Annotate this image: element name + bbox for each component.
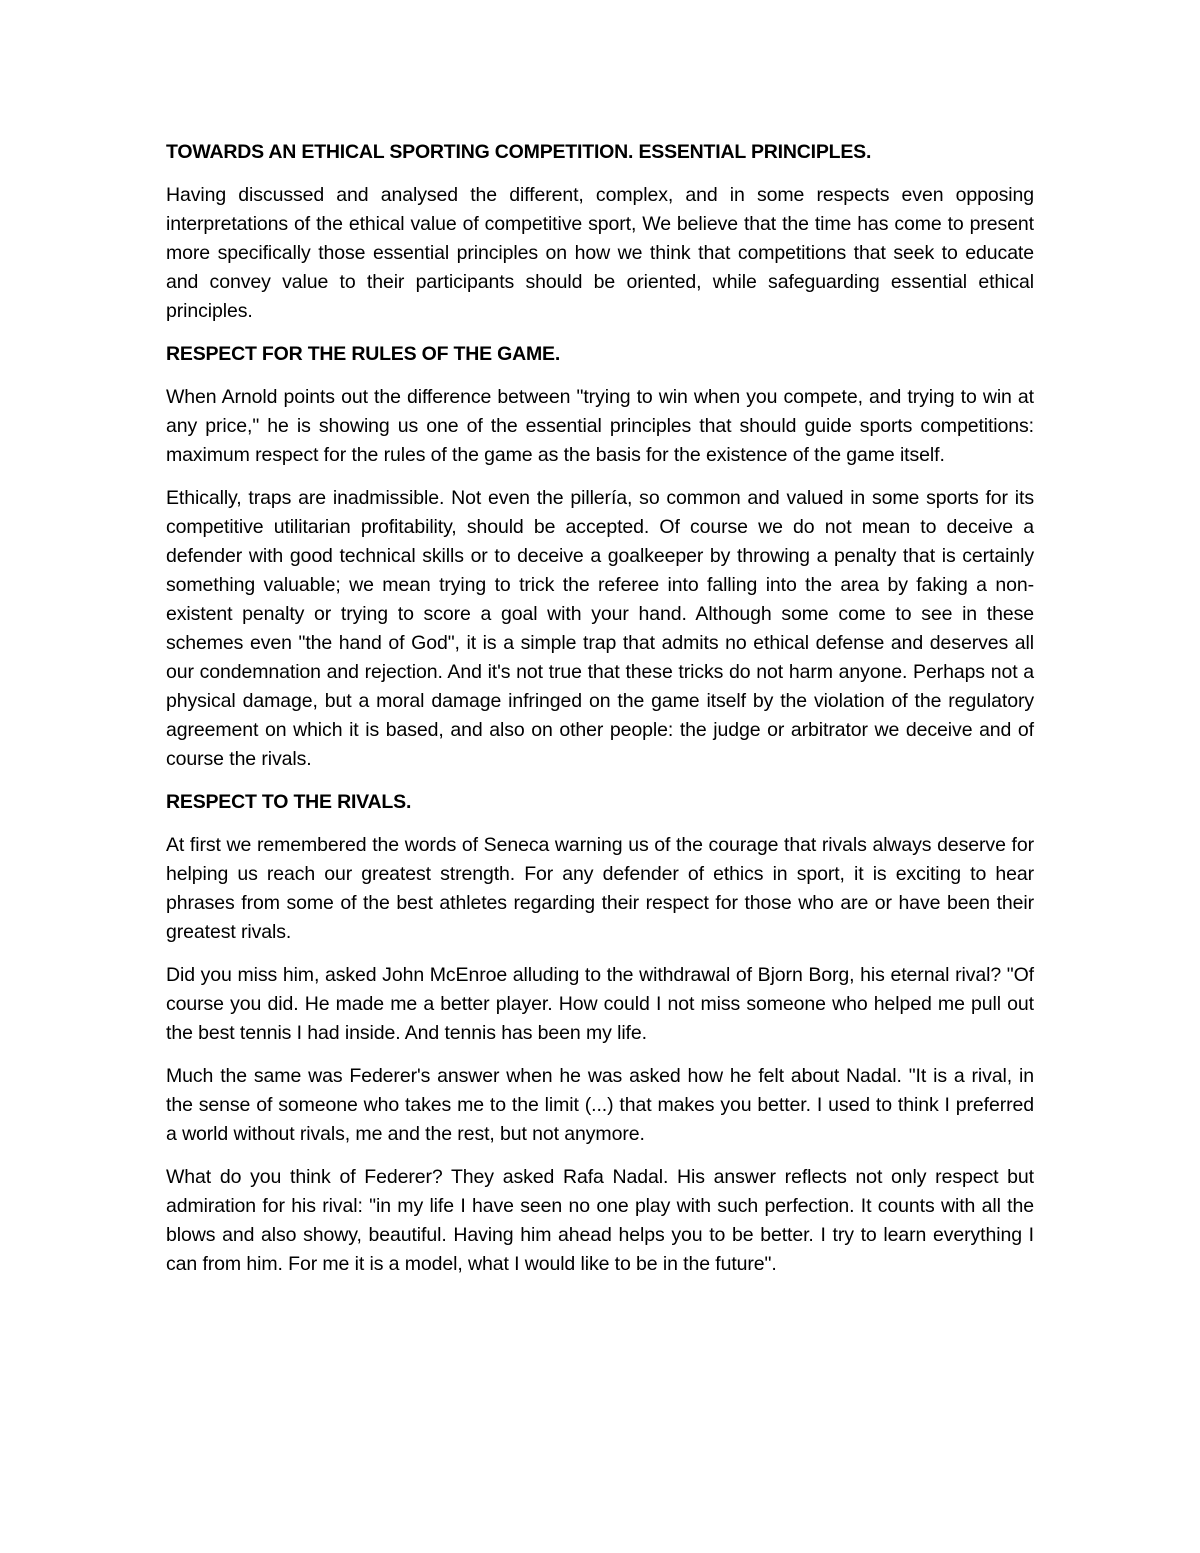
- document-title: TOWARDS AN ETHICAL SPORTING COMPETITION. ESSENTIAL PRINCIPLES.: [166, 141, 872, 163]
- paragraph: Ethically, traps are inadmissible. Not even the pillería, so common and valued in some sports for its competitive utilitarian profitability, should be accepted. Of course we do not mean to deceive a defender with good technical skills or to deceive a goalkeeper by throwing a penalty that is certainly something valuable; we mean trying to trick the referee into falling into the area by faking a non-existent penalty or trying to score a goal with your hand. Although some come to see in these schemes even "the hand of God", it is a simple trap that admits no ethical defense and deserves all our condemnation and rejection. And it's not true that these tricks do not harm anyone. Perhaps not a physical damage, but a moral damage infringed on the game itself by the violation of the regulatory agreement on which it is based, and also on other people: the judge or arbitrator we deceive and of course the rivals.: [166, 487, 1034, 770]
- section-heading-rules: RESPECT FOR THE RULES OF THE GAME.: [166, 343, 561, 365]
- document-page: [166, 138, 1034, 1293]
- paragraph: Much the same was Federer's answer when he was asked how he felt about Nadal. "It is a rival, in the sense of someone who takes me to the limit (...) that makes you better. I used to think I preferred a world without rivals, me and the rest, but not anymore.: [166, 1065, 1034, 1145]
- paragraph: When Arnold points out the difference between "trying to win when you compete, and trying to win at any price," he is showing us one of the essential principles that should guide sports competitions: maximum respect for the rules of the game as the basis for the existence of the game itself.: [166, 386, 1034, 466]
- paragraph: What do you think of Federer? They asked Rafa Nadal. His answer reflects not only respect but admiration for his rival: "in my life I have seen no one play with such perfection. It counts with all the blows and also showy, beautiful. Having him ahead helps you to be better. I try to learn everything I can from him. For me it is a model, what I would like to be in the future".: [166, 1166, 1034, 1275]
- intro-paragraph: Having discussed and analysed the different, complex, and in some respects even opposing interpretations of the ethical value of competitive sport, We believe that the time has come to present more specifically those essential principles on how we think that competitions that seek to educate and convey value to their participants should be oriented, while safeguarding essential ethical principles.: [166, 184, 1034, 322]
- paragraph: At first we remembered the words of Seneca warning us of the courage that rivals always deserve for helping us reach our greatest strength. For any defender of ethics in sport, it is exciting to hear phrases from some of the best athletes regarding their respect for those who are or have been their greatest rivals.: [166, 834, 1034, 943]
- section-heading-rivals: RESPECT TO THE RIVALS.: [166, 791, 412, 813]
- paragraph: Did you miss him, asked John McEnroe alluding to the withdrawal of Bjorn Borg, his eternal rival? "Of course you did. He made me a better player. How could I not miss someone who helped me pull out the best tennis I had inside. And tennis has been my life.: [166, 964, 1034, 1044]
